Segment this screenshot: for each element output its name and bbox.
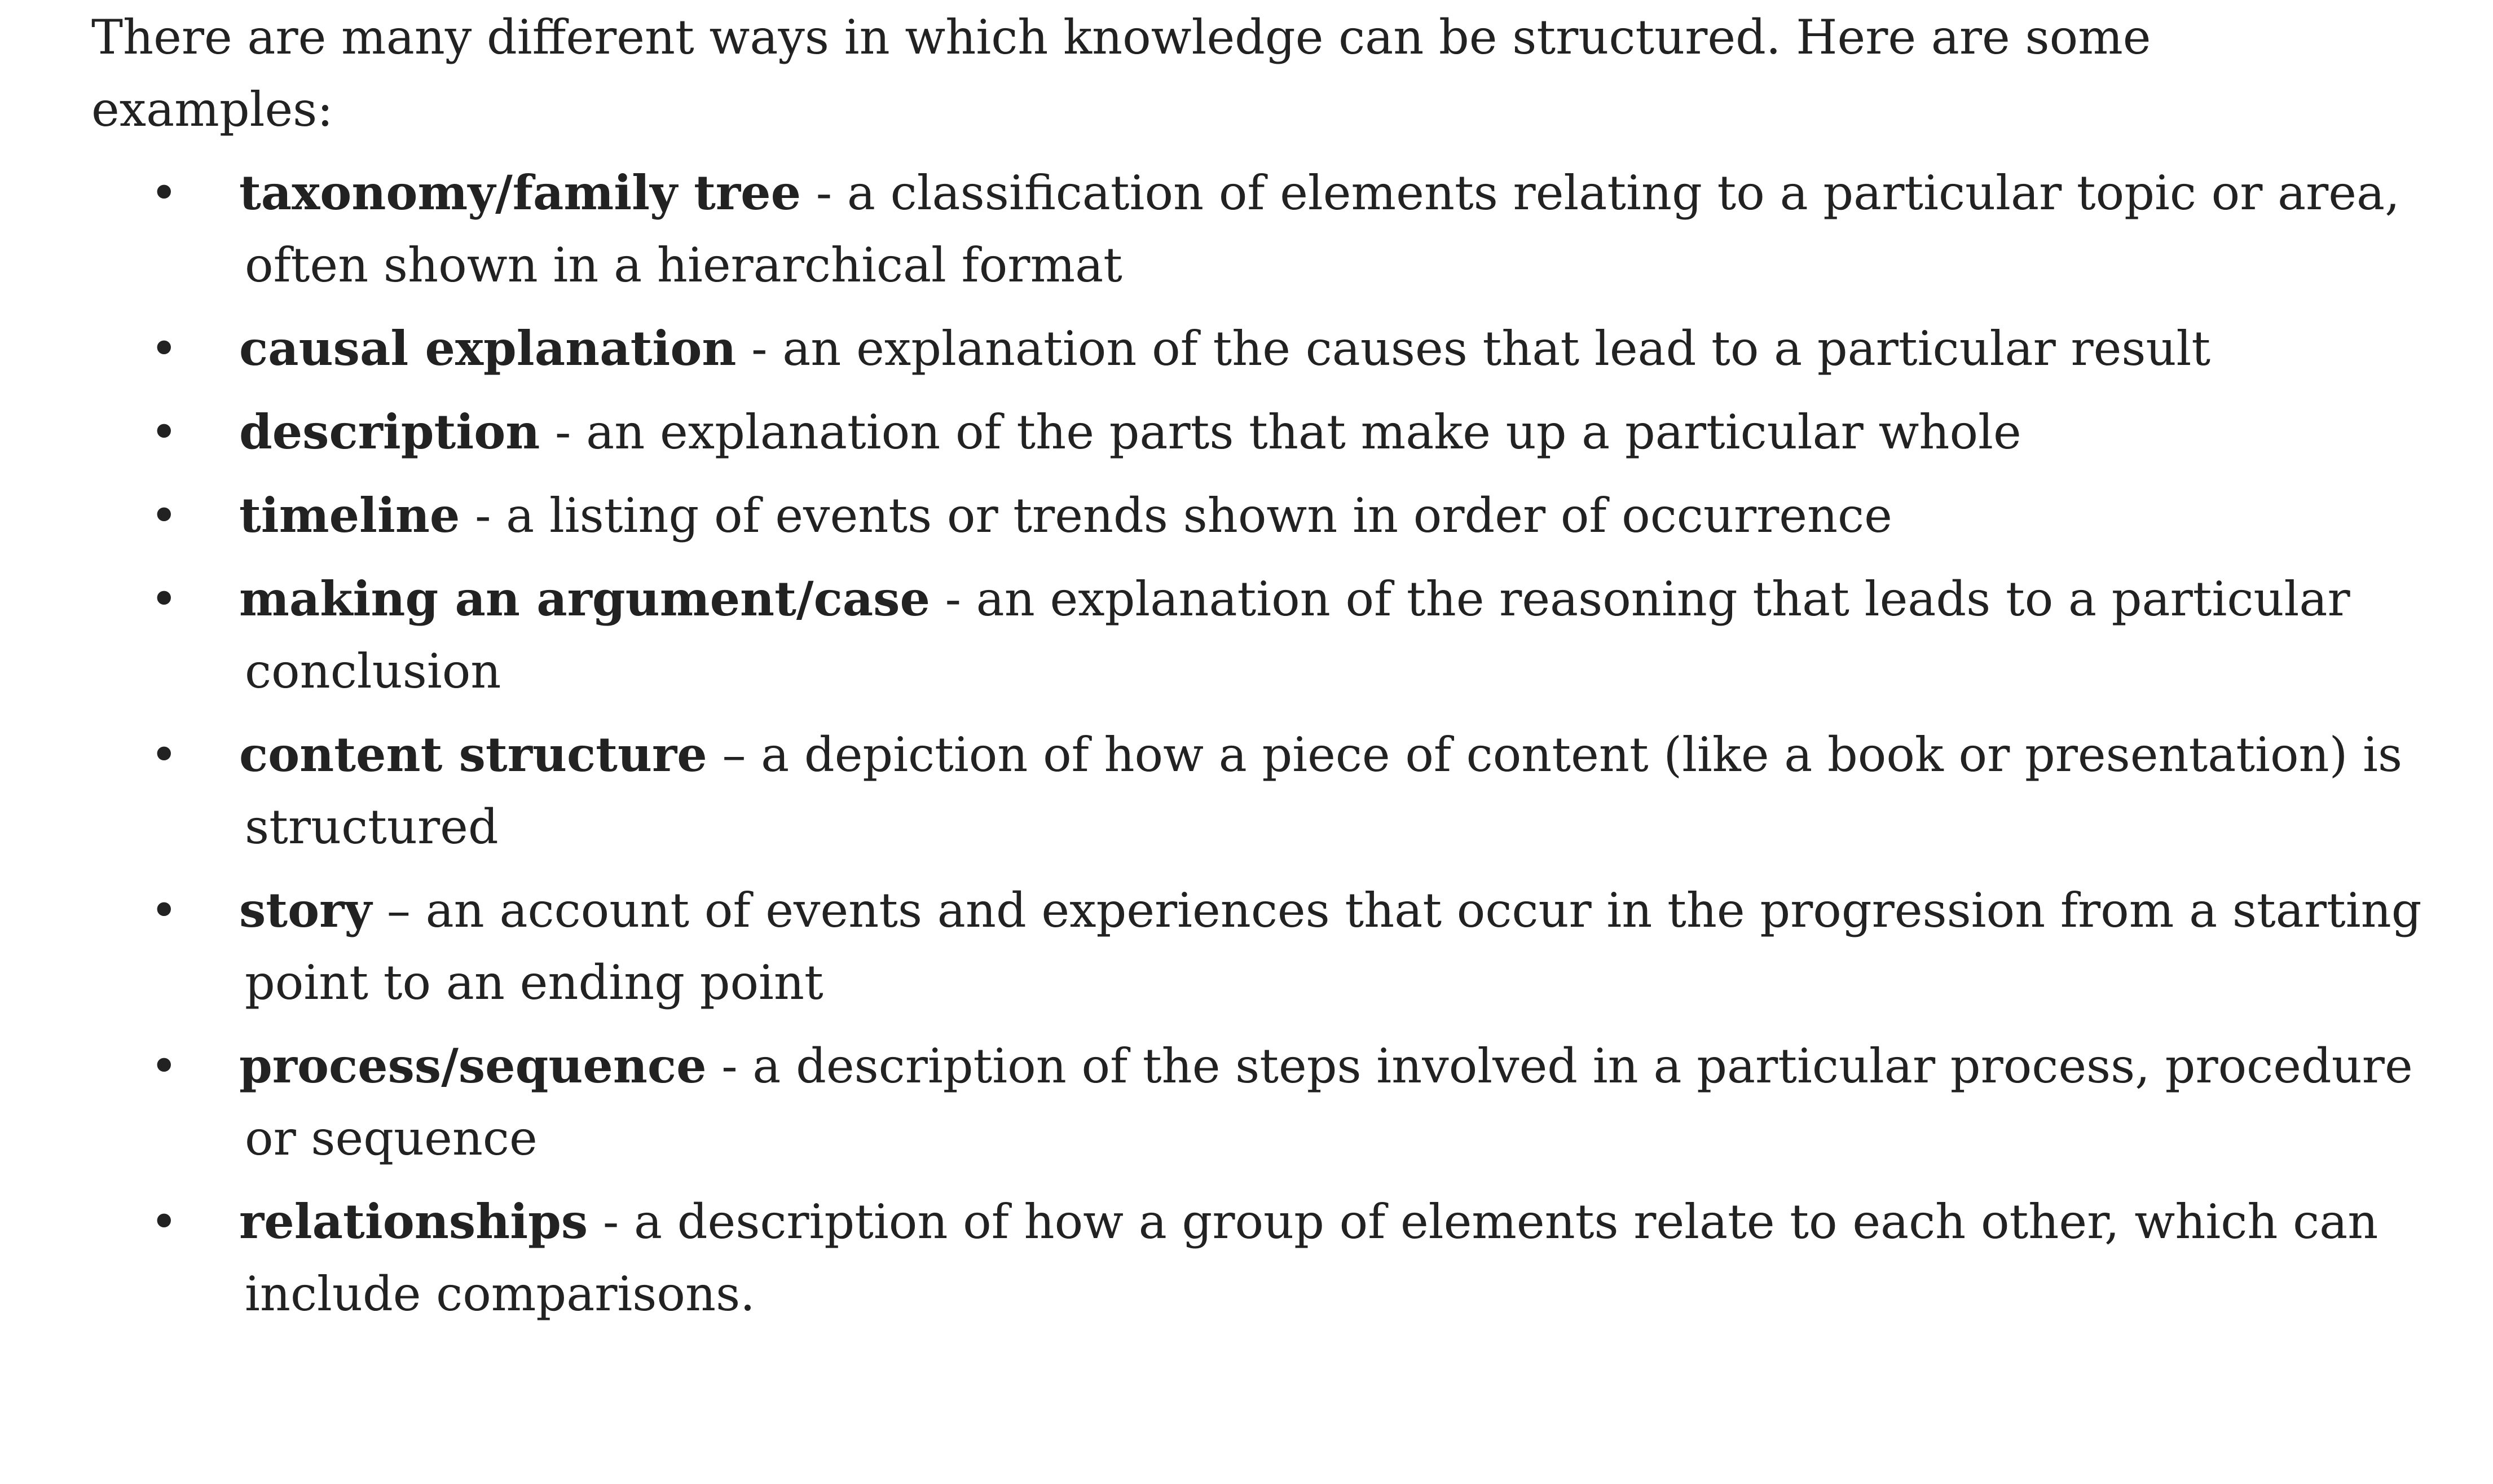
bullet-icon: • [150, 165, 178, 221]
item-description: - a classification of elements relating to a particular topic or area, often shown in a hierarchical format [245, 165, 2400, 293]
bullet-icon: • [150, 883, 178, 938]
item-term: description [239, 404, 540, 460]
list-item [150, 719, 2467, 863]
item-term: taxonomy/family tree [239, 165, 801, 221]
item-description: - an explanation of the causes that lead to a particular result [736, 321, 2211, 376]
list-item [150, 312, 2467, 385]
item-term: relationships [239, 1194, 588, 1249]
bullet-icon: • [150, 571, 178, 627]
item-term: causal explanation [239, 320, 737, 376]
bullet-icon: • [150, 727, 178, 782]
list-item [150, 1186, 2467, 1330]
bullet-icon: • [150, 488, 178, 543]
item-description: - a description of how a group of elements relate to each other, which can include comparisons. [245, 1194, 2379, 1322]
item-term: process/sequence [239, 1038, 707, 1094]
item-description: - a listing of events or trends shown in order of occurrence [460, 488, 1892, 543]
item-description: - a description of the steps involved in a particular process, procedure or sequence [245, 1038, 2413, 1166]
list-item [150, 479, 2467, 552]
item-description: – an account of events and experiences that occur in the progression from a starting point to an ending point [245, 883, 2422, 1010]
list-item [150, 1030, 2467, 1174]
item-description: – a depiction of how a piece of content (like a book or presentation) is structured [245, 727, 2403, 855]
list-item [150, 563, 2467, 707]
item-term: making an argument/case [239, 571, 930, 627]
item-term: timeline [239, 487, 460, 543]
bullet-icon: • [150, 1038, 178, 1094]
item-term: story [239, 882, 372, 938]
list-item [150, 396, 2467, 468]
bullet-icon: • [150, 1194, 178, 1249]
bullet-icon: • [150, 404, 178, 460]
list-item [150, 874, 2467, 1019]
item-description: - an explanation of the reasoning that leads to a particular conclusion [245, 571, 2350, 699]
document-page [91, 0, 2449, 1341]
item-description: - an explanation of the parts that make up a particular whole [540, 404, 2021, 460]
intro-paragraph: There are many different ways in which knowledge can be structured. Here are some examples: [91, 10, 2151, 137]
list-item [150, 157, 2467, 301]
examples-list [91, 157, 2467, 1330]
item-term: content structure [239, 726, 707, 782]
bullet-icon: • [150, 321, 178, 376]
